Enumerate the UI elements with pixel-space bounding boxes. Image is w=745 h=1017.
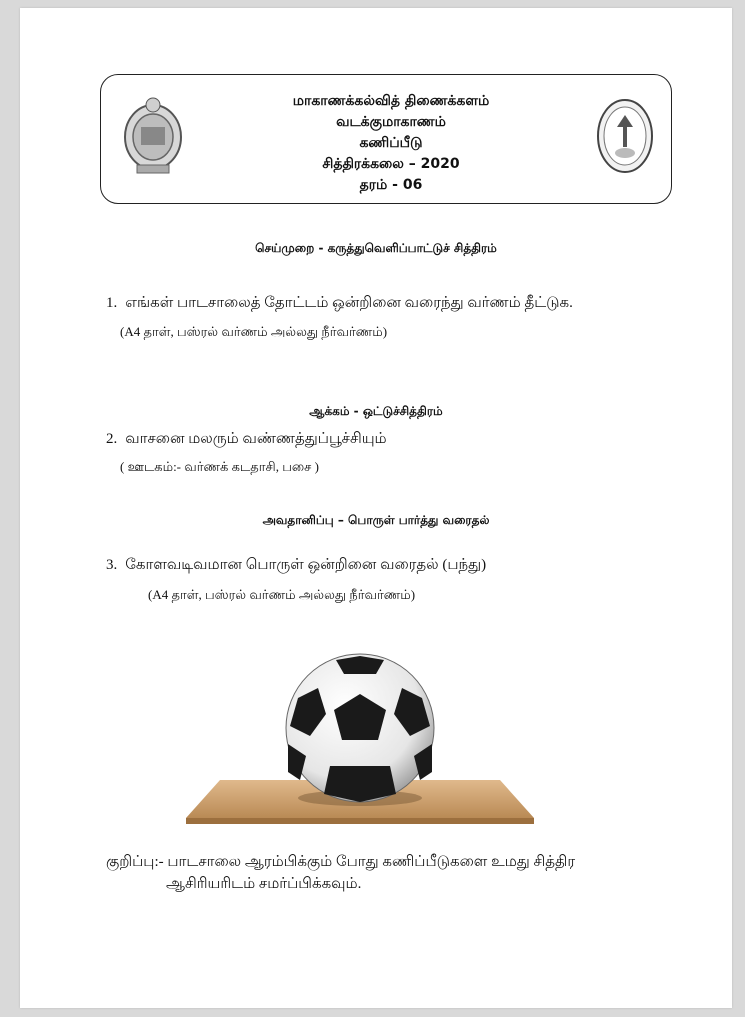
note-line-2: ஆசிரியரிடம் சமர்ப்பிக்கவும்.	[166, 876, 362, 892]
football-on-board-image	[180, 648, 540, 828]
question-3-text: கோளவடிவமான பொருள் ஒன்றினை வரைதல் (பந்து)	[125, 557, 487, 573]
question-2-text: வாசனை மலரும் வண்ணத்துப்பூச்சியும்	[125, 431, 387, 447]
note	[106, 851, 575, 895]
header-text	[241, 91, 541, 196]
province-emblem-icon	[595, 97, 655, 175]
question-2	[106, 430, 387, 449]
question-1-text: எங்கள் பாடசாலைத் தோட்டம் ஒன்றினை வரைந்து வர்ணம் தீட்டுக.	[125, 295, 573, 311]
header-line-province: வடக்குமாகாணம்	[336, 114, 446, 130]
question-2-materials: ( ஊடகம்:- வர்ணக் கடதாசி, பசை )	[120, 459, 319, 474]
header-line-department: மாகாணக்கல்வித் திணைக்களம்	[292, 93, 490, 109]
header-line-subject: சித்திரக்கலை – 2020	[322, 156, 460, 172]
sri-lanka-emblem-icon	[121, 93, 185, 177]
section-title-creation: ஆக்கம் - ஒட்டுச்சித்திரம்	[309, 404, 443, 418]
question-3-materials: (A4 தாள், பஸ்ரல் வர்ணம் அல்லது நீர்வர்ணம்)	[148, 587, 416, 602]
question-1	[106, 294, 573, 313]
header-line-grade: தரம் - 06	[359, 177, 423, 193]
note-line-1: குறிப்பு:- பாடசாலை ஆரம்பிக்கும் போது கணிப்பீடுகளை உமது சித்திர	[106, 854, 576, 870]
section-title-observation: அவதானிப்பு – பொருள் பார்த்து வரைதல்	[262, 513, 490, 527]
document-page	[20, 8, 732, 1008]
question-1-number: 1.	[106, 295, 118, 311]
question-1-materials: (A4 தாள், பஸ்ரல் வர்ணம் அல்லது நீர்வர்ணம்)	[120, 324, 388, 339]
section-title-practical: செய்முறை - கருத்துவெளிப்பாட்டுச் சித்திரம்	[255, 241, 497, 255]
question-2-number: 2.	[106, 431, 118, 447]
header-box	[100, 74, 672, 204]
question-3	[106, 556, 486, 575]
header-line-assessment: கணிப்பீடு	[359, 135, 423, 151]
question-3-number: 3.	[106, 557, 118, 573]
